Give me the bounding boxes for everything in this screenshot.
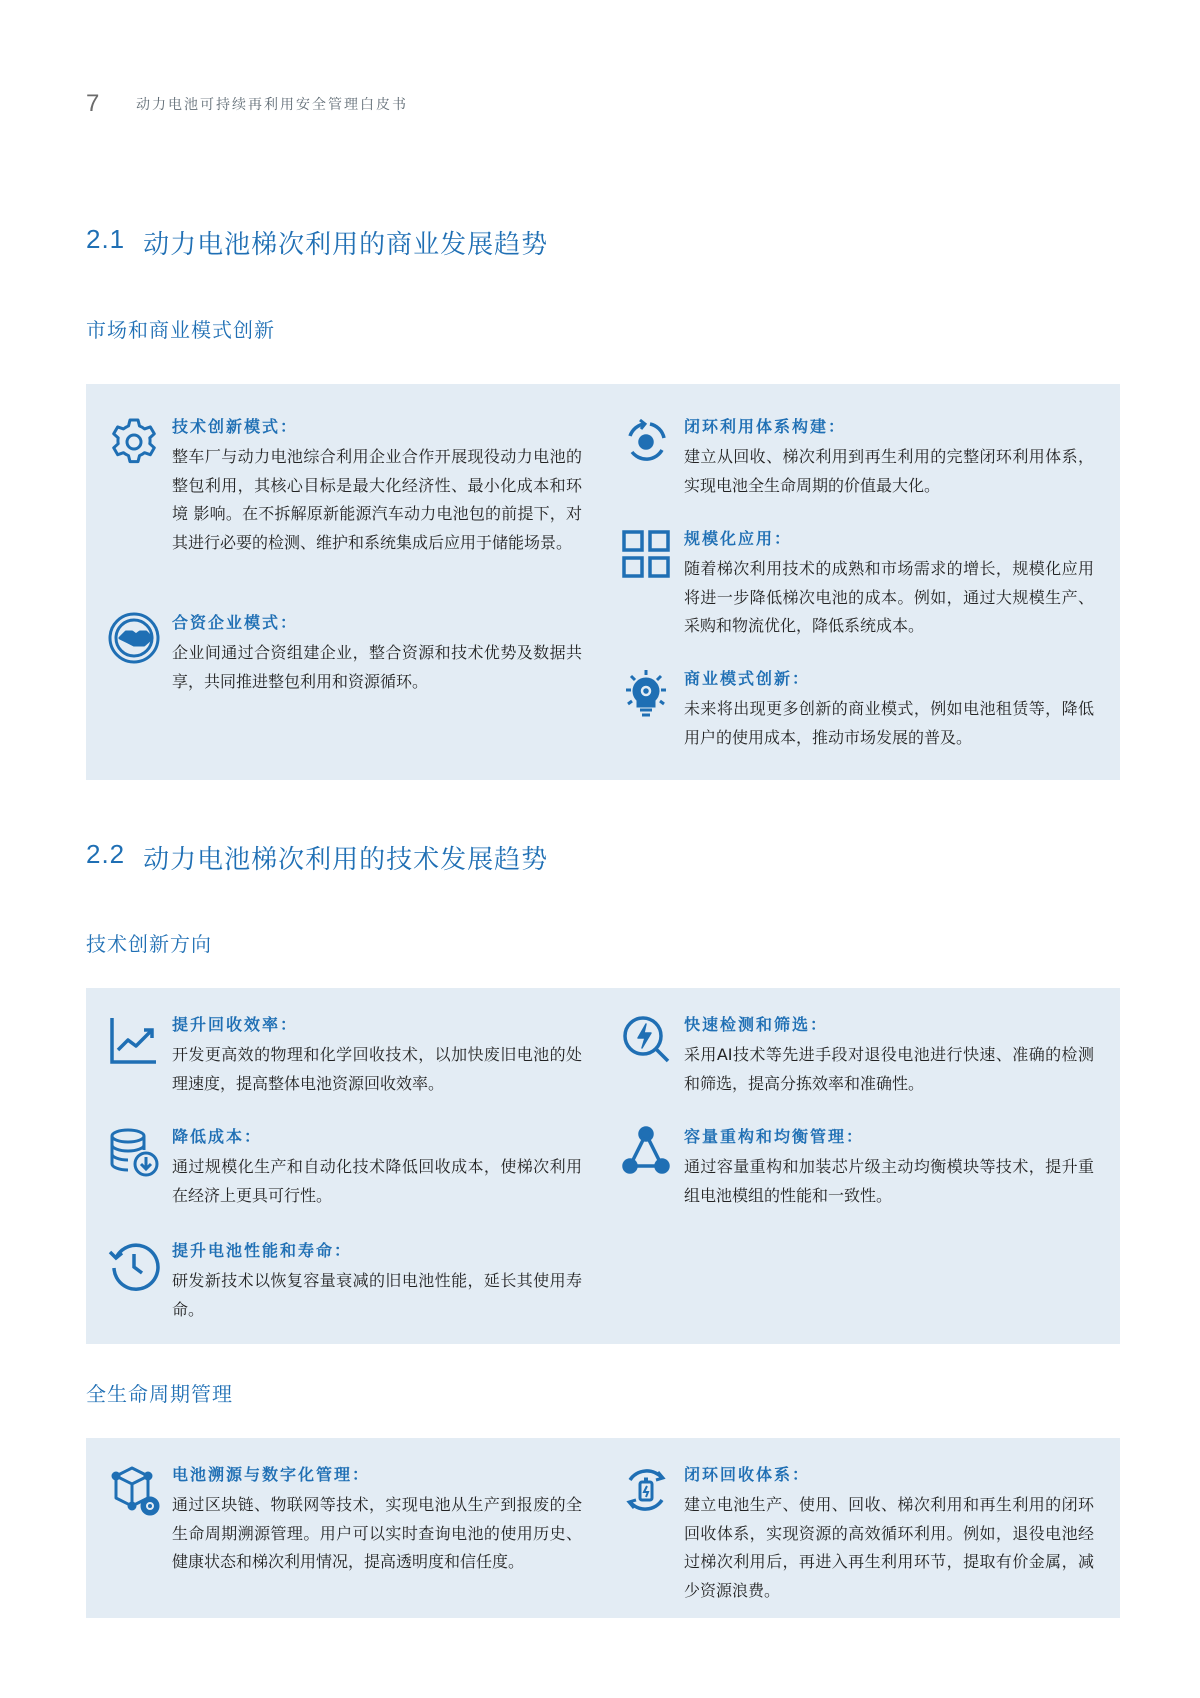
item-title: 合资企业模式： bbox=[172, 613, 299, 632]
database-download-icon bbox=[104, 1124, 164, 1184]
cube-trace-icon bbox=[104, 1462, 164, 1522]
item-body: 开发更高效的物理和化学回收技术，以加快废旧电池的处理速度，提高整体电池资源回收效率。 bbox=[172, 1045, 582, 1093]
list-item bbox=[616, 526, 1094, 641]
item-body: 通过规模化生产和自动化技术降低回收成本，使梯次利用在经济上更具可行性。 bbox=[172, 1157, 582, 1205]
subsection-title-market: 市场和商业模式创新 bbox=[86, 318, 275, 342]
list-item bbox=[104, 1124, 582, 1210]
battery-cycle-icon bbox=[616, 1462, 676, 1522]
item-title: 降低成本： bbox=[172, 1127, 263, 1146]
list-item bbox=[104, 1238, 582, 1324]
item-body: 通过容量重构和加装芯片级主动均衡模块等技术，提升重组电池模组的性能和一致性。 bbox=[684, 1157, 1094, 1205]
list-item bbox=[104, 1462, 582, 1577]
document-title: 动力电池可持续再利用安全管理白皮书 bbox=[136, 97, 408, 113]
handshake-icon bbox=[104, 610, 164, 670]
item-body: 建立从回收、梯次利用到再生利用的完整闭环利用体系，实现电池全生命周期的价值最大化。 bbox=[684, 447, 1094, 495]
item-title: 规模化应用： bbox=[684, 529, 793, 548]
item-title: 闭环回收体系： bbox=[684, 1465, 811, 1484]
list-item bbox=[616, 666, 1094, 752]
lifecycle-panel bbox=[86, 1438, 1120, 1618]
item-body: 研发新技术以恢复容量衰减的旧电池性能，延长其使用寿命。 bbox=[172, 1271, 582, 1319]
item-title: 电池溯源与数字化管理： bbox=[172, 1465, 371, 1484]
list-item bbox=[104, 610, 582, 696]
list-item bbox=[616, 1012, 1094, 1098]
tech-trends-panel bbox=[86, 988, 1120, 1344]
network-icon bbox=[616, 1124, 676, 1184]
subsection-title-tech: 技术创新方向 bbox=[86, 932, 212, 956]
trend-chart-icon bbox=[104, 1012, 164, 1072]
item-title: 闭环利用体系构建： bbox=[684, 417, 847, 436]
section-title-2-1 bbox=[86, 224, 548, 261]
item-body: 企业间通过合资组建企业，整合资源和技术优势及数据共享，共同推进整包利用和资源循环。 bbox=[172, 643, 582, 691]
list-item bbox=[616, 1124, 1094, 1210]
list-item bbox=[616, 414, 1094, 500]
item-title: 提升回收效率： bbox=[172, 1015, 299, 1034]
page-header bbox=[86, 90, 408, 118]
section-heading: 动力电池梯次利用的商业发展趋势 bbox=[143, 230, 549, 260]
section-number: 2.1 bbox=[86, 224, 126, 254]
lightbulb-gear-icon bbox=[616, 666, 676, 726]
item-body: 通过区块链、物联网等技术，实现电池从生产到报废的全生命周期溯源管理。用户可以实时查询电池的使用历史、健康状态和梯次利用情况，提高透明度和信任度。 bbox=[172, 1495, 582, 1571]
subsection-title-lifecycle: 全生命周期管理 bbox=[86, 1382, 233, 1406]
item-body: 未来将出现更多创新的商业模式，例如电池租赁等，降低用户的使用成本，推动市场发展的普及。 bbox=[684, 699, 1094, 747]
item-body: 建立电池生产、使用、回收、梯次利用和再生利用的闭环回收体系，实现资源的高效循环利用。例如，退役电池经过梯次利用后，再进入再生利用环节，提取有价金属，减少资源浪费。 bbox=[684, 1495, 1094, 1600]
list-item bbox=[104, 414, 582, 557]
section-number: 2.2 bbox=[86, 839, 126, 869]
item-title: 技术创新模式： bbox=[172, 417, 299, 436]
commercial-trends-panel bbox=[86, 384, 1120, 780]
clock-icon bbox=[104, 1238, 164, 1298]
page-number: 7 bbox=[86, 90, 100, 117]
grid-icon bbox=[616, 526, 676, 586]
search-lightning-icon bbox=[616, 1012, 676, 1072]
item-title: 商业模式创新： bbox=[684, 669, 811, 688]
section-title-2-2 bbox=[86, 839, 548, 876]
item-title: 提升电池性能和寿命： bbox=[172, 1241, 353, 1260]
item-title: 快速检测和筛选： bbox=[684, 1015, 829, 1034]
gear-icon bbox=[104, 414, 164, 474]
cycle-icon bbox=[616, 414, 676, 474]
item-body: 随着梯次利用技术的成熟和市场需求的增长，规模化应用将进一步降低梯次电池的成本。例如，通过大规模生产、采购和物流优化，降低系统成本。 bbox=[684, 559, 1094, 635]
item-title: 容量重构和均衡管理： bbox=[684, 1127, 865, 1146]
list-item bbox=[104, 1012, 582, 1098]
list-item bbox=[616, 1462, 1094, 1605]
item-body: 整车厂与动力电池综合利用企业合作开展现役动力电池的整包利用，其核心目标是最大化经济性、最小化成本和环境 影响。在不拆解原新能源汽车动力电池包的前提下，对其进行必要的检测、维护和系统集成后应用于储能场景。 bbox=[172, 447, 582, 552]
item-body: 采用AI技术等先进手段对退役电池进行快速、准确的检测和筛选，提高分拣效率和准确性。 bbox=[684, 1045, 1094, 1093]
section-heading: 动力电池梯次利用的技术发展趋势 bbox=[143, 845, 549, 875]
